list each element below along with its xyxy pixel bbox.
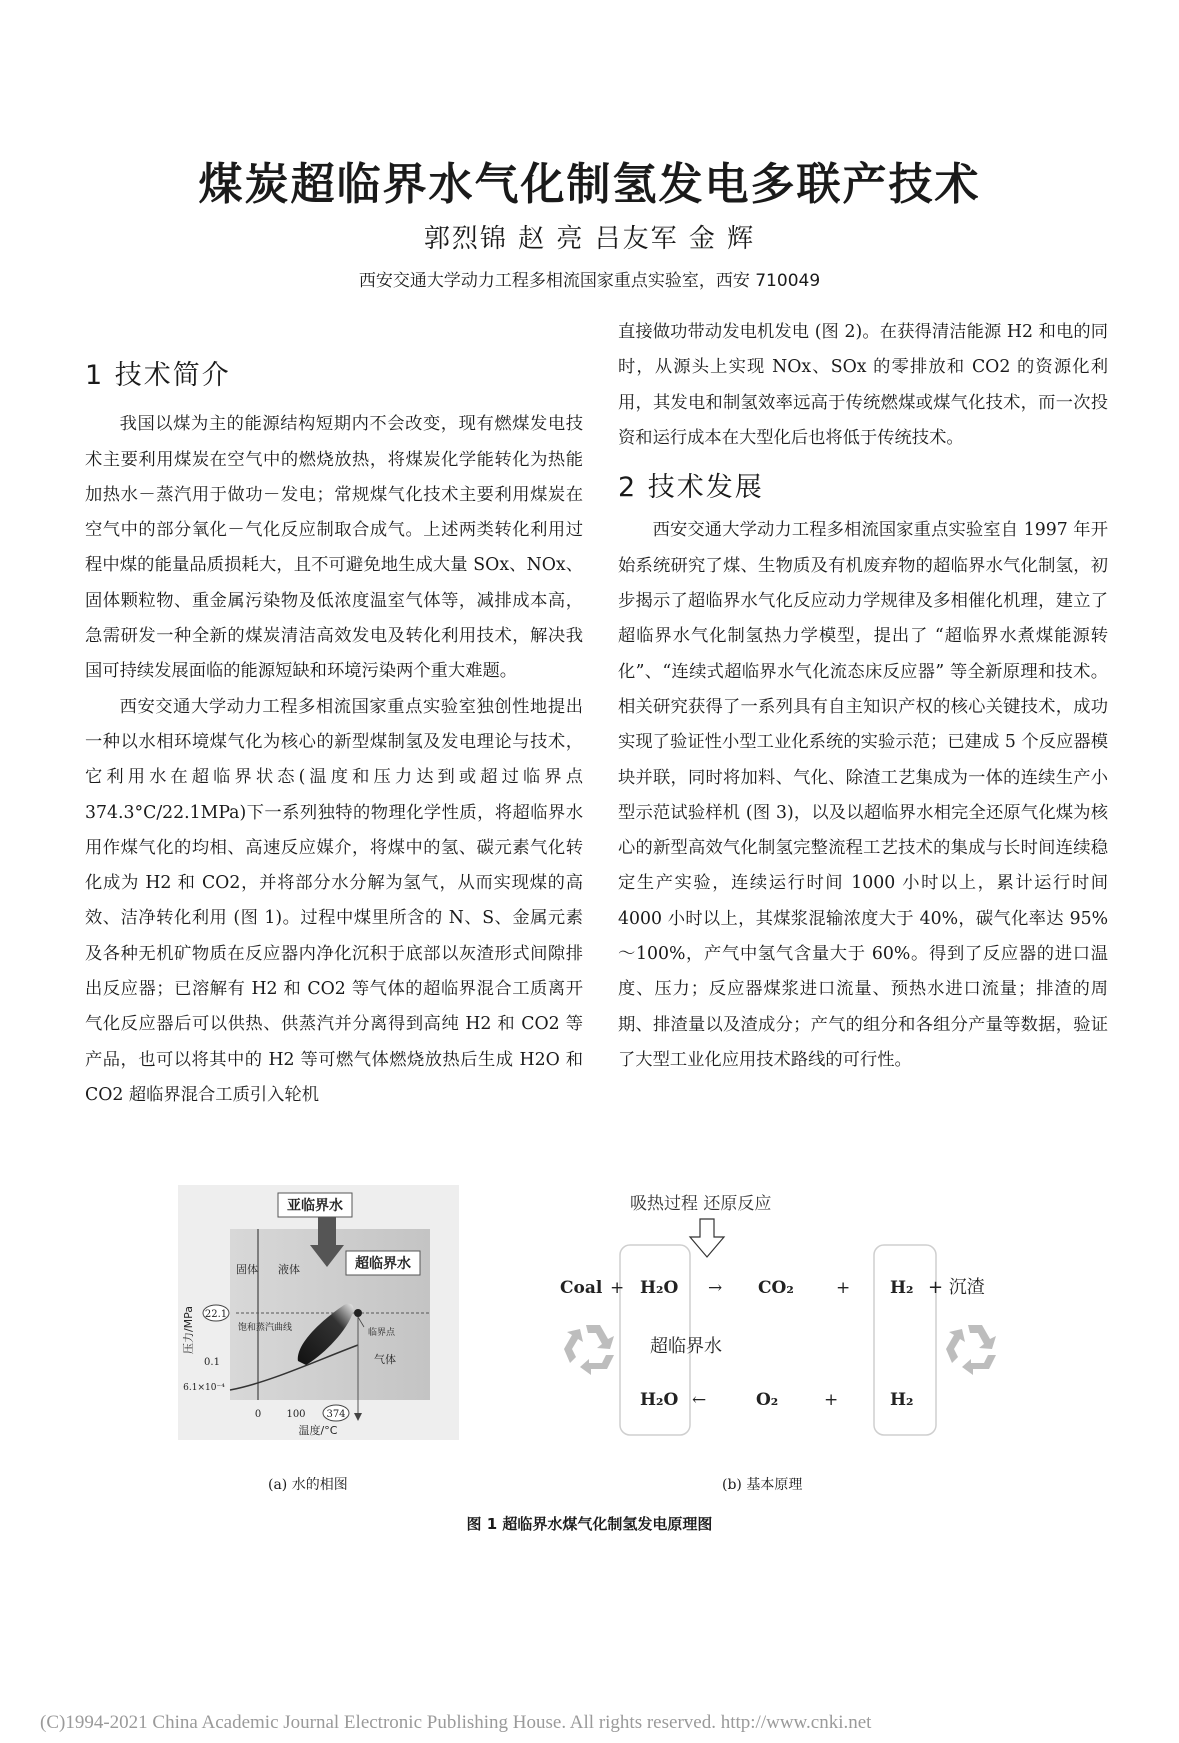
solid-label: 固体: [236, 1263, 258, 1276]
coal-label: Coal: [560, 1278, 603, 1298]
figure-b-label: (b) 基本原理: [722, 1477, 803, 1493]
slag-label: + 沉渣: [928, 1277, 985, 1298]
process-label: 吸热过程 还原反应: [630, 1194, 772, 1214]
y-axis-label: 压力/MPa: [182, 1305, 195, 1355]
o2-reactant: O₂: [756, 1390, 779, 1410]
left-column: [85, 358, 583, 1113]
subcritical-tag: 亚临界水: [287, 1198, 343, 1214]
section-2-heading: 2 技术发展: [618, 472, 764, 504]
critical-point-label: 临界点: [368, 1328, 396, 1338]
plus-2: +: [836, 1278, 851, 1298]
h2o-regenerated: H₂O: [640, 1390, 679, 1410]
heat-input-arrow: [690, 1219, 724, 1257]
y-tick-0-1: 0.1: [204, 1357, 220, 1368]
x-axis-label: 温度/°C: [298, 1424, 338, 1437]
saturation-curve-label: 饱和蒸汽曲线: [238, 1323, 293, 1333]
authors: 郭烈锦 赵 亮 吕友军 金 辉: [423, 224, 756, 254]
section-1-paragraph-2: 西安交通大学动力工程多相流国家重点实验室独创性地提出一种以水相环境煤气化为核心的新型煤制氢及发电理论与技术，它利用水在超临界状态(温度和压力达到或超过临界点 374.3°C/22.1MPa)下一系列独特的物理化学性质，将超临界水用作煤气化的均相、高速反应媒介，将煤中的氢、碳元素气化转化成为 H2 和 CO2，并将部分水分解为氢气，从而实现煤的高效、洁净转化利用 (图 1)。过程中煤里所含的 N、S、金属元素及各种无机矿物质在反应器内净化沉积于底部以灰渣形式间隙排出反应器；已溶解有 H2 和 CO2 等气体的超临界混合工质离开气化反应器后可以供热、供蒸汽并分离得到高纯 H2 和 CO2 等产品，也可以将其中的 H2 等可燃气体燃烧放热后生成 H2O 和 CO2 超临界混合工质引入轮机: [85, 696, 583, 1105]
arrow-back: ←: [692, 1390, 707, 1410]
x-tick-100: 100: [286, 1409, 306, 1420]
gas-label: 气体: [374, 1353, 396, 1366]
h2-reactant: H₂: [890, 1390, 914, 1410]
recycle-icon: [946, 1325, 996, 1375]
y-tick-6-1e-4: 6.1×10⁻⁴: [183, 1383, 225, 1393]
section-2-paragraph-1: 西安交通大学动力工程多相流国家重点实验室自 1997 年开始系统研究了煤、生物质及有机废弃物的超临界水气化制氢，初步揭示了超临界水气化反应动力学规律及多相催化机理，建立了超临界水气化制氢热力学模型，提出了 “超临界水煮煤能源转化”、“连续式超临界水气化流态床反应器” 等全新原理和技术。相关研究获得了一系列具有自主知识产权的核心关键技术，成功实现了验证性小型工业化系统的实验示范；已建成 5 个反应器模块并联，同时将加料、气化、除渣工艺集成为一体的连续生产小型示范试验样机 (图 3)，以及以超临界水相完全还原气化煤为核心的新型高效气化制氢完整流程工艺技术的集成与长时间连续稳定生产实验，连续运行时间 1000 小时以上，累计运行时间 4000 小时以上，其煤浆混输浓度大于 40%，碳气化率达 95%～100%，产气中氢气含量大于 60%。得到了反应器的进口温度、压力；反应器煤浆进口流量、预热水进口流量；排渣的周期、排渣量以及渣成分；产气的组分和各组分产量等数据，验证了大型工业化应用技术路线的可行性。: [618, 520, 1108, 1070]
liquid-label: 液体: [278, 1263, 300, 1276]
section-1-paragraph-1: 我国以煤为主的能源结构短期内不会改变，现有燃煤发电技术主要利用煤炭在空气中的燃烧放热，将煤炭化学能转化为热能加热水－蒸汽用于做功－发电；常规煤气化技术主要利用煤炭在空气中的部分氧化－气化反应制取合成气。上述两类转化利用过程中煤的能量品质损耗大，且不可避免地生成大量 SOx、NOx、固体颗粒物、重金属污染物及低浓度温室气体等，减排成本高，急需研发一种全新的煤炭清洁高效发电及转化利用技术，解决我国可持续发展面临的能源短缺和环境污染两个重大难题。: [85, 414, 584, 682]
h2-product: H₂: [890, 1278, 914, 1298]
section-1-continuation: 直接做功带动发电机发电 (图 2)。在获得清洁能源 H2 和电的同时，从源头上实现 NOx、SOx 的零排放和 CO2 的资源化利用，其发电和制氢效率远高于传统燃煤或煤气化技术，而一次投资和运行成本在大型化后也将低于传统技术。: [618, 322, 1108, 448]
critical-point-marker: [354, 1309, 362, 1317]
copyright-footer: (C)1994-2021 China Academic Journal Electronic Publishing House. All rights reserved. http://www.cnki.net: [40, 1712, 872, 1733]
affiliation: 西安交通大学动力工程多相流国家重点实验室，西安 710049: [358, 271, 821, 291]
phase-diagram-figure: [178, 1185, 459, 1440]
recycle-icon: [564, 1325, 614, 1375]
plus-1: +: [610, 1278, 625, 1298]
x-tick-374: 374: [326, 1409, 346, 1420]
principle-figure: [560, 1185, 1000, 1440]
supercritical-water-label: 超临界水: [650, 1336, 722, 1357]
h2o-reactant: H₂O: [640, 1278, 679, 1298]
supercritical-tag: 超临界水: [355, 1256, 411, 1272]
right-column: [618, 315, 1108, 1078]
paper-title: 煤炭超临界水气化制氢发电多联产技术: [198, 159, 981, 210]
plus-3: +: [824, 1390, 839, 1410]
x-tick-0: 0: [254, 1409, 262, 1420]
figure-a-label: (a) 水的相图: [268, 1477, 348, 1493]
figure-caption: 图 1 超临界水煤气化制氢发电原理图: [466, 1515, 713, 1533]
co2-product: CO₂: [758, 1278, 794, 1298]
section-1-heading: 1 技术简介: [85, 360, 231, 391]
y-tick-22-1: 22.1: [204, 1309, 228, 1320]
arrow-forward: →: [708, 1278, 723, 1298]
